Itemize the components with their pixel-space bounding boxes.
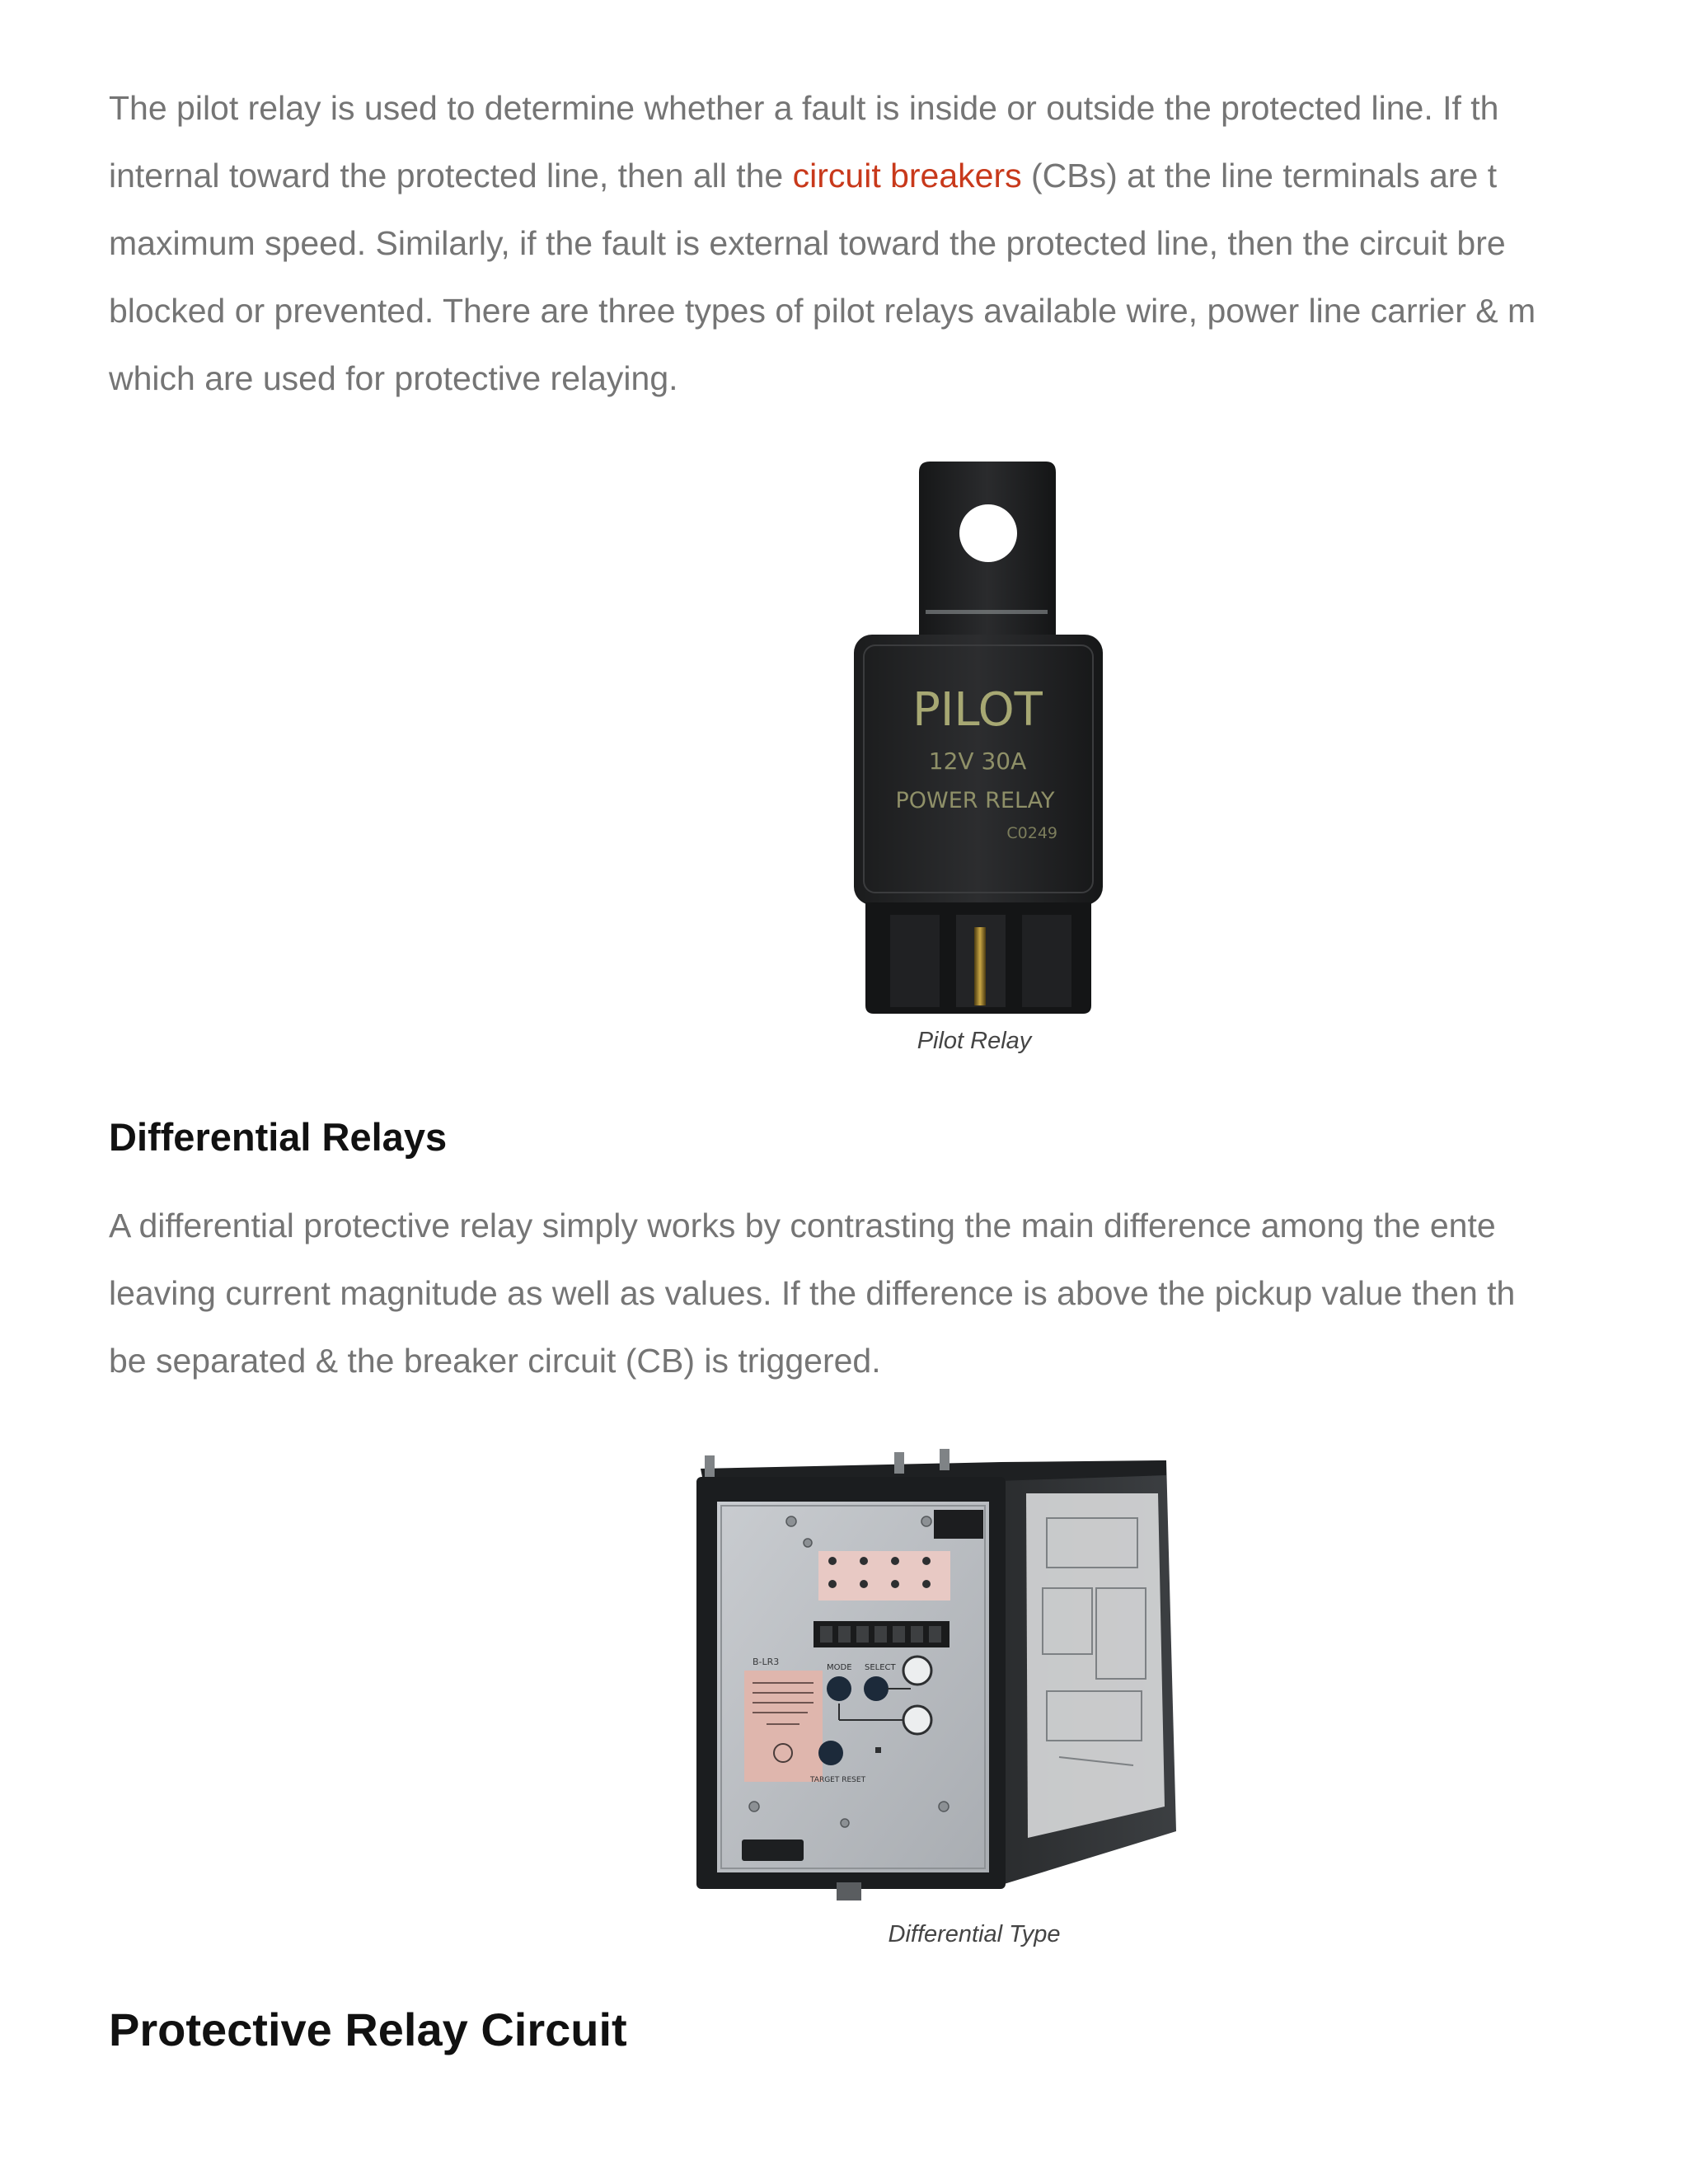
pilot-relay-image bbox=[734, 457, 1104, 1018]
differential-relay-image bbox=[672, 1444, 1240, 1910]
line-text: internal toward the protected line, then all the bbox=[109, 157, 793, 194]
figure-caption: Pilot Relay bbox=[917, 1028, 1032, 1054]
relay-label-pilot: PILOT bbox=[912, 683, 1043, 737]
paragraph-line: be separated & the breaker circuit (CB) is triggered. bbox=[109, 1342, 881, 1380]
panel-brand-label: B-LR3 bbox=[753, 1657, 780, 1667]
paragraph-line bbox=[109, 142, 1586, 209]
relay-label-rating: 12V 30A bbox=[928, 748, 1027, 775]
relay-label-type: POWER RELAY bbox=[895, 788, 1055, 813]
paragraph-line: which are used for protective relaying. bbox=[109, 359, 678, 397]
figure-caption: Differential Type bbox=[888, 1921, 1061, 1947]
differential-relay-paragraph bbox=[109, 1192, 1586, 1394]
target-reset-label: TARGET RESET bbox=[810, 1776, 866, 1784]
mode-label: MODE bbox=[827, 1663, 852, 1672]
paragraph-line: maximum speed. Similarly, if the fault is external toward the protected line, then the circuit bre bbox=[109, 224, 1506, 262]
line-text: (CBs) at the line terminals are t bbox=[1021, 157, 1498, 194]
paragraph-line: leaving current magnitude as well as values. If the difference is above the pickup value then th bbox=[109, 1274, 1516, 1312]
differential-relays-heading: Differential Relays bbox=[109, 1115, 448, 1159]
protective-relay-circuit-heading: Protective Relay Circuit bbox=[109, 2004, 627, 2055]
circuit-breakers-link[interactable]: circuit breakers bbox=[792, 157, 1022, 194]
pilot-relay-paragraph bbox=[109, 74, 1586, 412]
paragraph-line: blocked or prevented. There are three types of pilot relays available wire, power line carrier & m bbox=[109, 292, 1536, 330]
select-label: SELECT bbox=[865, 1663, 896, 1672]
relay-label-code: C0249 bbox=[1006, 824, 1057, 842]
paragraph-line: A differential protective relay simply works by contrasting the main difference among the ente bbox=[109, 1207, 1496, 1244]
paragraph-line: The pilot relay is used to determine whether a fault is inside or outside the protected line. If th bbox=[109, 89, 1499, 127]
